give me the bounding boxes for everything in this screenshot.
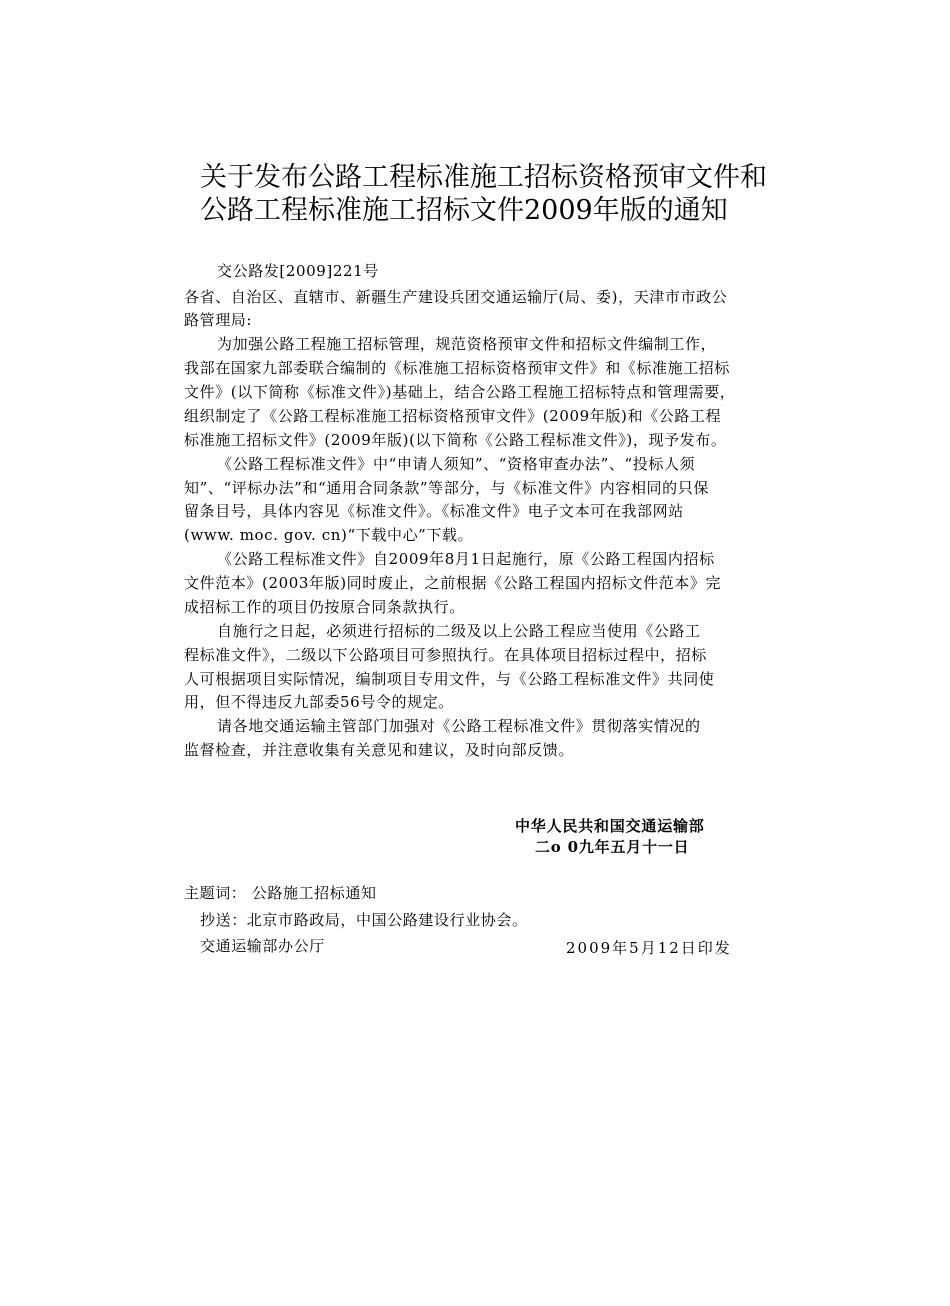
body-line: 《公路工程标准文件》自2009年8月1日起施行，原《公路工程国内招标 <box>217 550 715 568</box>
body-line: 为加强公路工程施工招标管理，规范资格预审文件和招标文件编制工作， <box>217 335 717 353</box>
body-line: 成招标工作的项目仍按原合同条款执行。 <box>184 598 465 616</box>
body-line: (www. moc. gov. cn)“下载中心”下载。 <box>184 526 474 544</box>
body-line: 监督检查，并注意收集有关意见和建议，及时向部反馈。 <box>184 741 575 759</box>
cc-recipients: 抄送：北京市路政局，中国公路建设行业协会。 <box>200 911 528 929</box>
body-line: 知”、“评标办法”和“通用合同条款”等部分，与《标准文件》内容相同的只保 <box>184 479 709 497</box>
body-line: 文件范本》(2003年版)同时废止，之前根据《公路工程国内招标文件范本》完 <box>184 574 722 592</box>
issuing-office: 交通运输部办公厅 <box>200 937 325 955</box>
body-line: 文件》(以下简称《标准文件》)基础上，结合公路工程施工招标特点和管理需要， <box>184 383 736 401</box>
body-line: 各省、自治区、直辖市、新疆生产建设兵团交通运输厅(局、委)，天津市市政公 <box>184 288 728 306</box>
print-date: 2009年5月12日印发 <box>566 939 732 957</box>
body-line: 程标准文件》，二级以下公路项目可参照执行。在具体项目招标过程中，招标 <box>184 646 707 664</box>
body-line: 标准施工招标文件》(2009年版)(以下简称《公路工程标准文件》)，现予发布。 <box>184 431 727 449</box>
body-line: 留条目号，具体内容见《标准文件》。《标准文件》电子文本可在我部网站 <box>184 502 684 520</box>
body-line: 《公路工程标准文件》中“申请人须知”、“资格审查办法”、“投标人须 <box>217 455 696 473</box>
title-line-1: 关于发布公路工程标准施工招标资格预审文件和 <box>200 162 767 193</box>
body-line: 我部在国家九部委联合编制的《标准施工招标资格预审文件》和《标准施工招标 <box>184 359 731 377</box>
body-line: 人可根据项目实际情况，编制项目专用文件，与《公路工程标准文件》共同使 <box>184 670 715 688</box>
body-line: 请各地交通运输主管部门加强对《公路工程标准文件》贯彻落实情况的 <box>217 717 701 735</box>
body-line: 用，但不得违反九部委56号令的规定。 <box>184 693 454 711</box>
issue-date: 二o 0九年五月十一日 <box>535 838 690 856</box>
body-line: 路管理局: <box>184 311 253 329</box>
body-line: 自施行之日起，必须进行招标的二级及以上公路工程应当使用《公路工 <box>217 622 701 640</box>
title-line-2: 公路工程标准施工招标文件2009年版的通知 <box>200 195 728 226</box>
subject-keywords: 主题词： 公路施工招标通知 <box>184 884 377 902</box>
issuer-name: 中华人民共和国交通运输部 <box>515 817 705 835</box>
document-number: 交公路发[2009]221号 <box>217 262 379 280</box>
body-line: 组织制定了《公路工程标准施工招标资格预审文件》(2009年版)和《公路工程 <box>184 407 722 425</box>
